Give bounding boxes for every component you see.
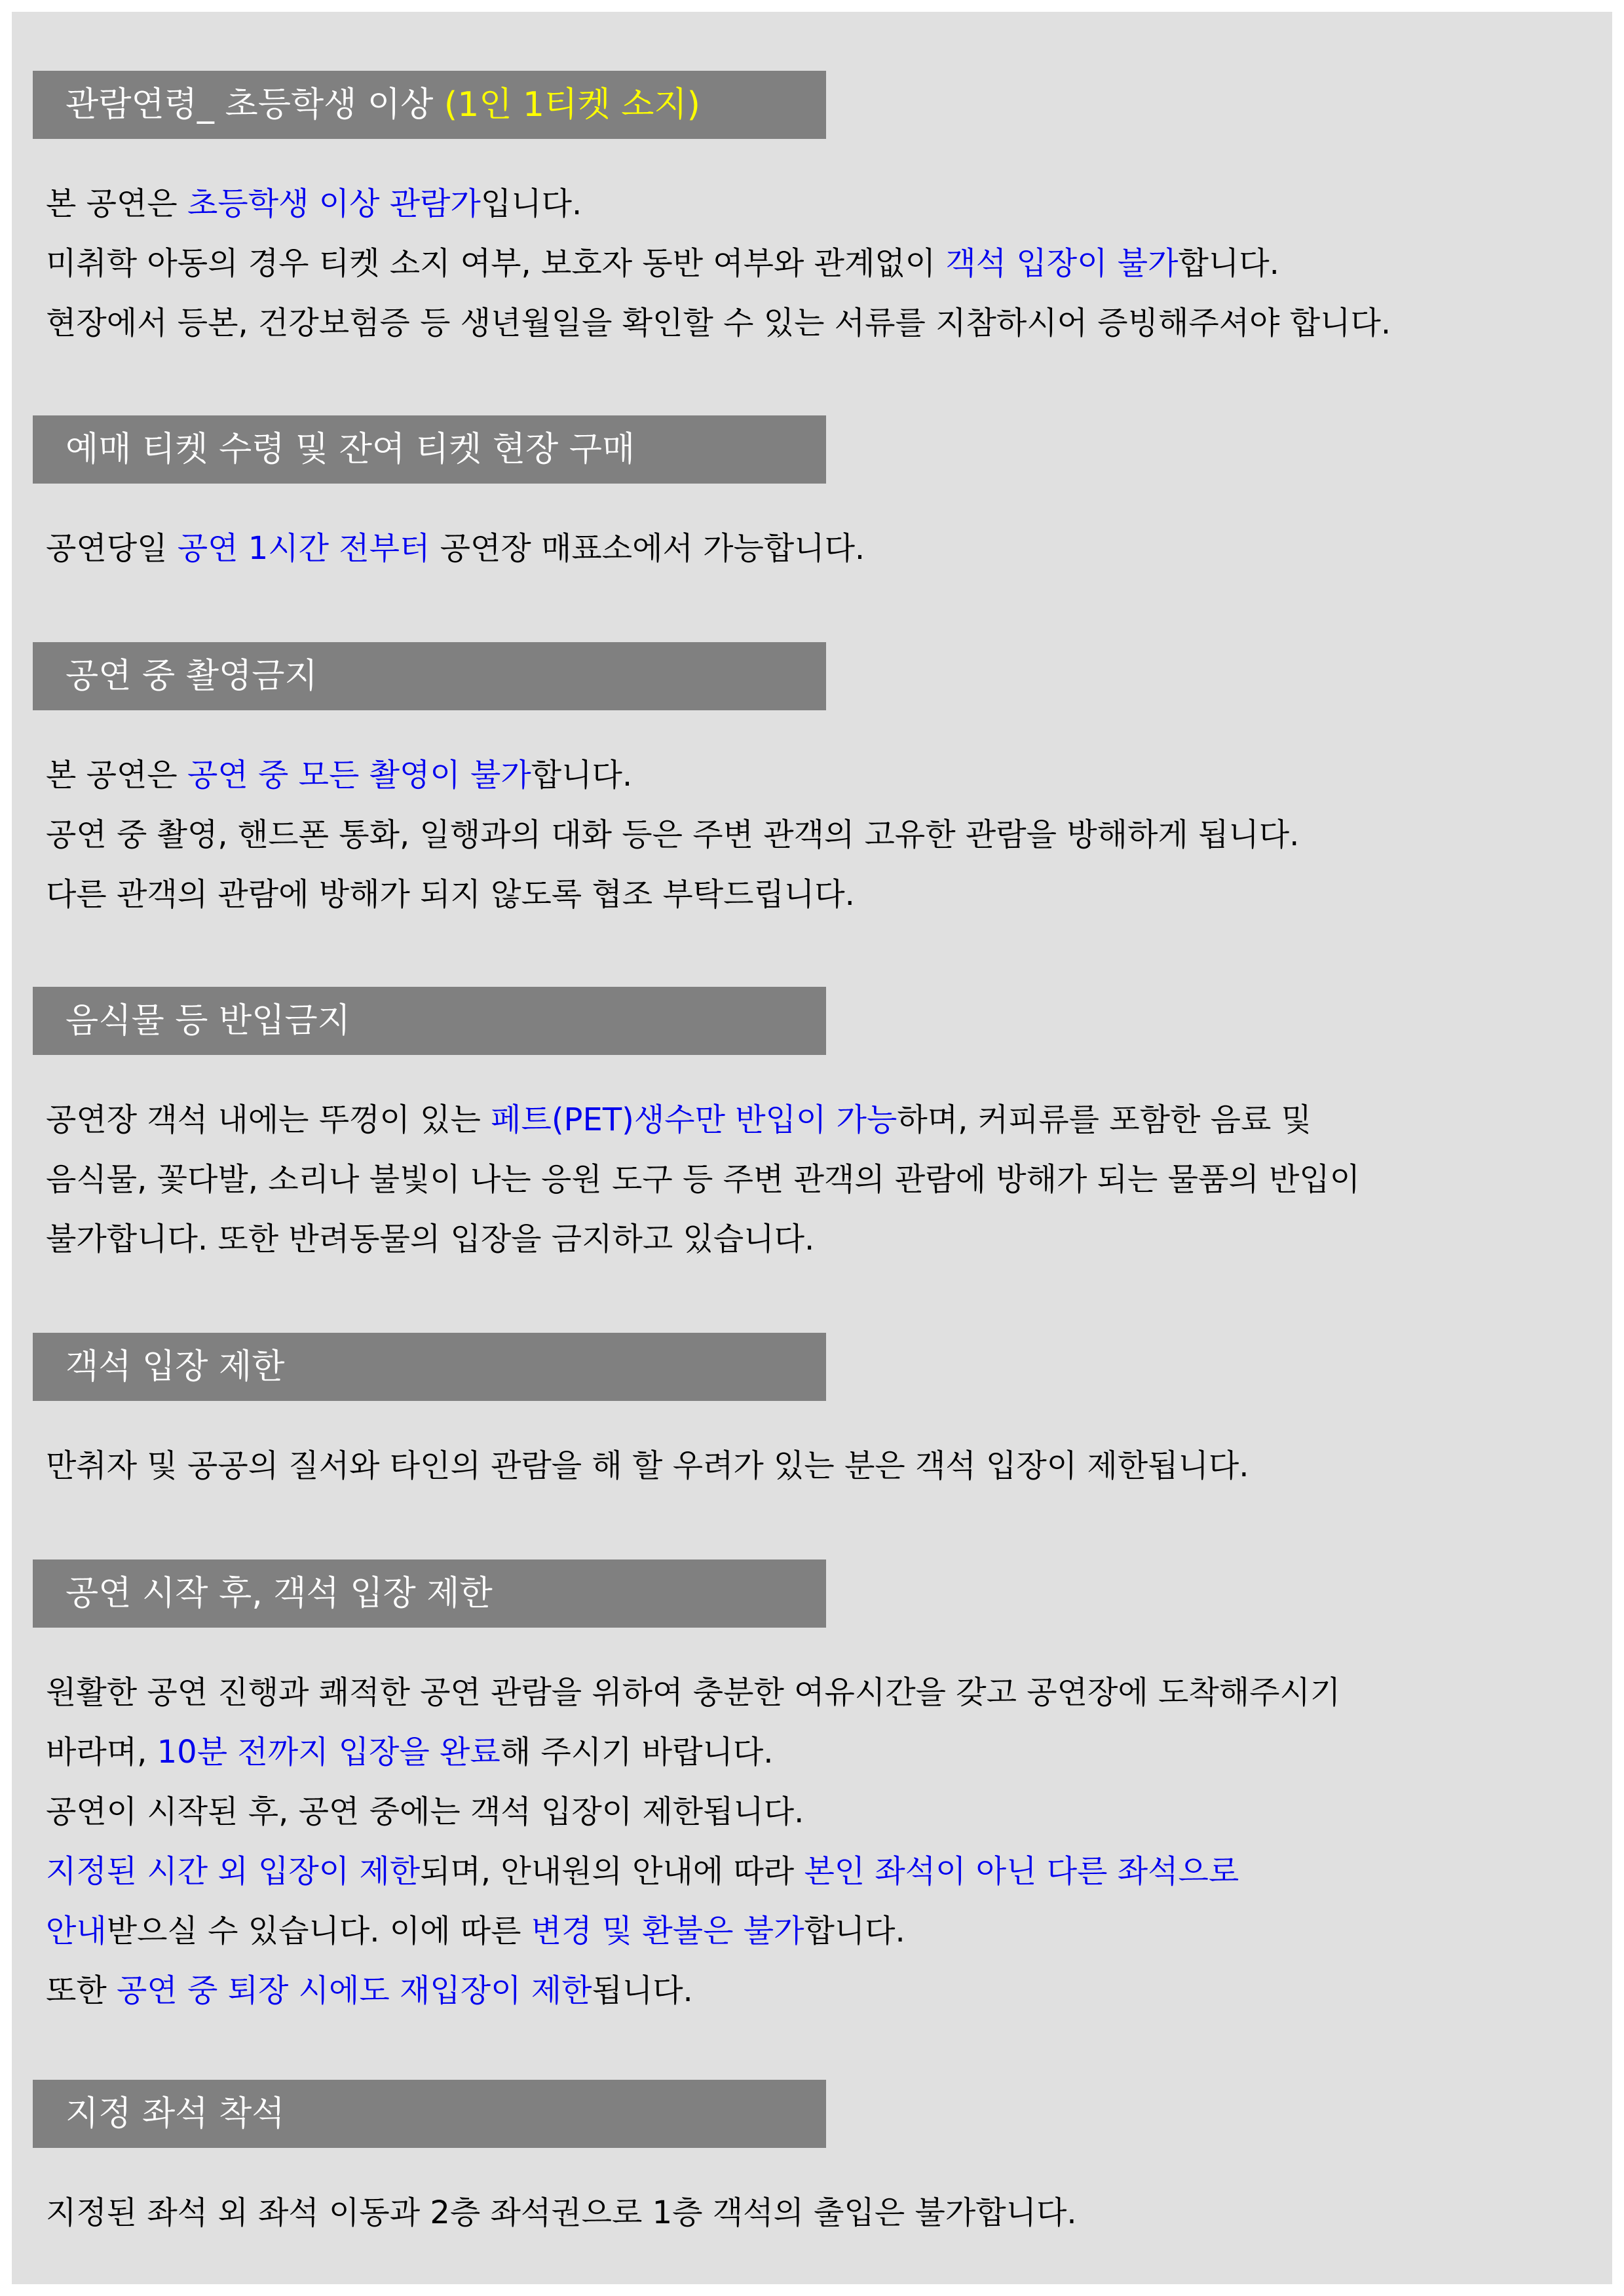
- section-title-text: 관람연령_ 초등학생 이상: [66, 85, 444, 124]
- highlight-text: 페트(PET)생수만 반입이 가능: [491, 1101, 897, 1138]
- highlight-text: 공연 1시간 전부터: [177, 530, 430, 567]
- body-line: [46, 1210, 1593, 1269]
- section-title: [33, 1333, 826, 1401]
- section-title: [33, 71, 826, 139]
- body-text: 하며, 커피류를 포함한 음료 및: [897, 1101, 1312, 1138]
- body-text: 합니다.: [1178, 245, 1279, 282]
- body-text: 받으실 수 있습니다. 이에 따른: [106, 1913, 531, 1949]
- body-text: 합니다.: [804, 1913, 905, 1949]
- section-title-text: 예매 티켓 수령 및 잔여 티켓 현장 구매: [66, 430, 635, 469]
- body-text: 본 공연은: [46, 757, 187, 794]
- section-title-text: 공연 시작 후, 객석 입장 제한: [66, 1574, 493, 1613]
- body-text: 해 주시기 바랍니다.: [500, 1734, 774, 1770]
- highlight-text: 안내: [46, 1913, 107, 1949]
- body-line: [46, 519, 1593, 579]
- section-title: [33, 642, 826, 710]
- body-line: [46, 234, 1593, 294]
- body-text: 됩니다.: [592, 1972, 693, 2009]
- body-text: 입니다.: [480, 185, 582, 222]
- section-title-text: 지정 좌석 착석: [66, 2094, 285, 2133]
- body-text: 원활한 공연 진행과 쾌적한 공연 관람을 위하여 충분한 여유시간을 갖고 공연장에 도착해주시기: [46, 1674, 1341, 1711]
- body-line: [46, 865, 1593, 925]
- highlight-text: 공연 중 퇴장 시에도 재입장이 제한: [117, 1972, 592, 2009]
- section-body: [46, 174, 1593, 353]
- section-title-highlight: (1인 1티켓 소지): [444, 85, 700, 124]
- body-line: [46, 1842, 1593, 1902]
- body-line: [46, 1961, 1593, 2021]
- body-line: [46, 746, 1593, 805]
- body-text: 공연 중 촬영, 핸드폰 통화, 일행과의 대화 등은 주변 관객의 고유한 관람을 방해하게 됩니다.: [46, 816, 1300, 853]
- section-title: [33, 987, 826, 1055]
- section-body: [46, 519, 1593, 579]
- body-text: 불가합니다. 또한 반려동물의 입장을 금지하고 있습니다.: [46, 1221, 815, 1257]
- body-text: 합니다.: [531, 757, 633, 794]
- body-text: 바라며,: [46, 1734, 157, 1770]
- section-title-text: 객석 입장 제한: [66, 1347, 285, 1387]
- section-title-text: 음식물 등 반입금지: [66, 1001, 350, 1041]
- body-text: 현장에서 등본, 건강보험증 등 생년월일을 확인할 수 있는 서류를 지참하시어 증빙해주셔야 합니다.: [46, 305, 1391, 341]
- highlight-text: 지정된 시간 외 입장이 제한: [46, 1853, 421, 1890]
- section-body: [46, 1663, 1593, 2021]
- highlight-text: 변경 및 환불은 불가: [531, 1913, 804, 1949]
- body-text: 미취학 아동의 경우 티켓 소지 여부, 보호자 동반 여부와 관계없이: [46, 245, 946, 282]
- section-body: [46, 746, 1593, 925]
- body-line: [46, 1436, 1593, 1496]
- body-text: 공연장 매표소에서 가능합니다.: [430, 530, 865, 567]
- body-text: 공연장 객석 내에는 뚜껑이 있는: [46, 1101, 491, 1138]
- body-text: 음식물, 꽃다발, 소리나 불빛이 나는 응원 도구 등 주변 관객의 관람에 방해가 되는 물품의 반입이: [46, 1161, 1361, 1198]
- section-title: [33, 2080, 826, 2148]
- body-text: 만취자 및 공공의 질서와 타인의 관람을 해 할 우려가 있는 분은 객석 입장이 제한됩니다.: [46, 1447, 1249, 1484]
- body-text: 또한: [46, 1972, 117, 2009]
- section-title: [33, 415, 826, 484]
- body-text: 공연이 시작된 후, 공연 중에는 객석 입장이 제한됩니다.: [46, 1793, 804, 1830]
- body-line: [46, 1090, 1593, 1150]
- section-title: [33, 1559, 826, 1628]
- body-text: 다른 관객의 관람에 방해가 되지 않도록 협조 부탁드립니다.: [46, 876, 855, 913]
- body-line: [46, 2183, 1593, 2243]
- highlight-text: 공연 중 모든 촬영이 불가: [187, 757, 531, 794]
- body-text: 공연당일: [46, 530, 178, 567]
- highlight-text: 10분 전까지 입장을 완료: [157, 1734, 500, 1770]
- body-line: [46, 805, 1593, 865]
- body-line: [46, 1663, 1593, 1723]
- body-line: [46, 174, 1593, 234]
- section-title-text: 공연 중 촬영금지: [66, 657, 318, 696]
- highlight-text: 객석 입장이 불가: [945, 245, 1179, 282]
- body-line: [46, 1723, 1593, 1782]
- highlight-text: 초등학생 이상 관람가: [187, 185, 481, 222]
- highlight-text: 본인 좌석이 아닌 다른 좌석으로: [804, 1853, 1239, 1890]
- body-line: [46, 1902, 1593, 1961]
- section-body: [46, 2183, 1593, 2243]
- body-line: [46, 1150, 1593, 1210]
- section-body: [46, 1436, 1593, 1496]
- body-line: [46, 294, 1593, 353]
- body-text: 본 공연은: [46, 185, 187, 222]
- notice-page: [12, 12, 1612, 2284]
- section-body: [46, 1090, 1593, 1269]
- body-text: 지정된 좌석 외 좌석 이동과 2층 좌석권으로 1층 객석의 출입은 불가합니다.: [46, 2194, 1077, 2231]
- body-line: [46, 1782, 1593, 1842]
- body-text: 되며, 안내원의 안내에 따라: [420, 1853, 804, 1890]
